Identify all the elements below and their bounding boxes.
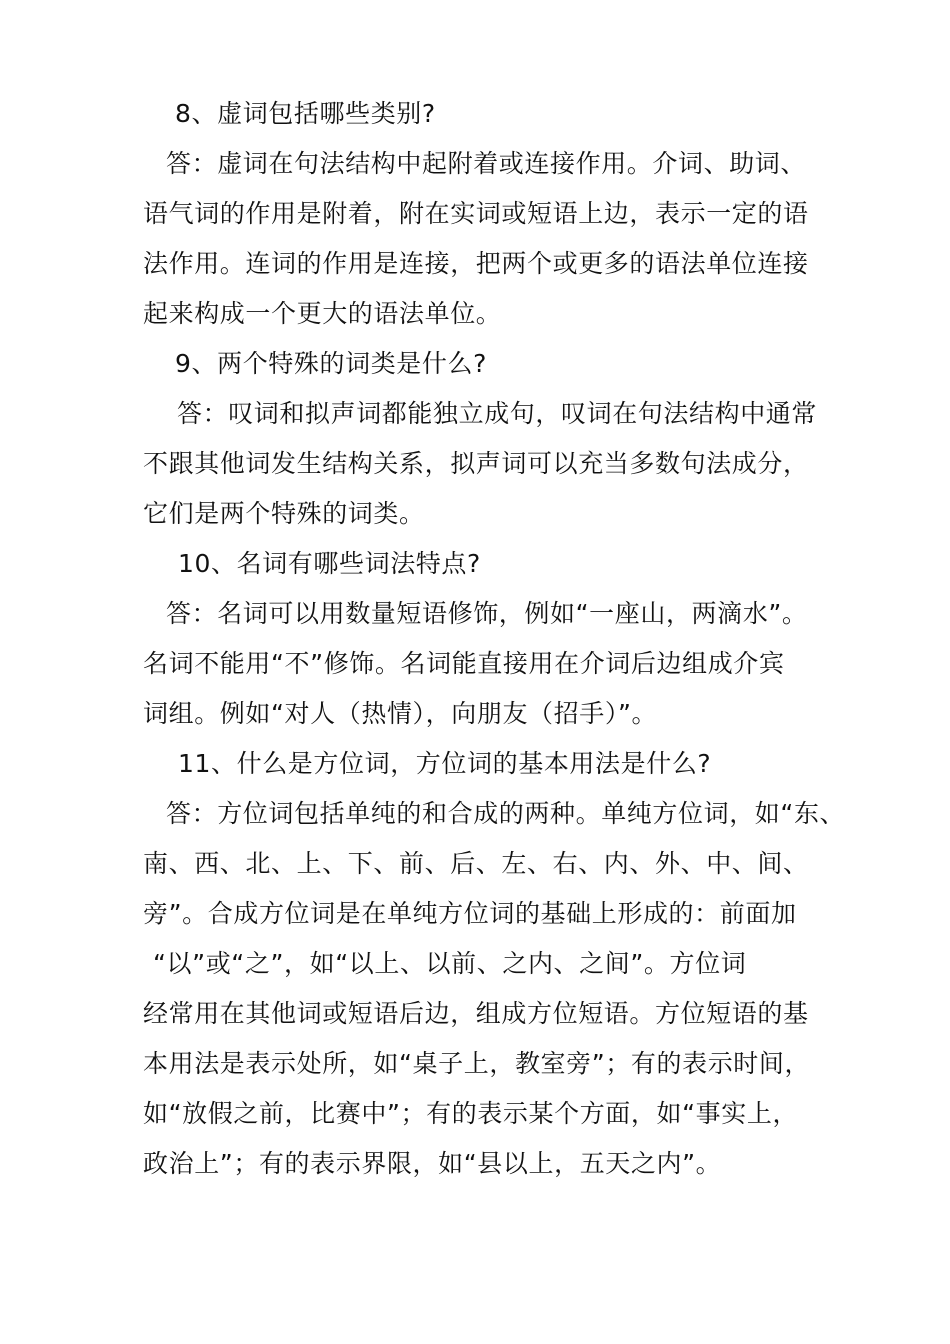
question-10: 10、名词有哪些词法特点? <box>178 549 481 578</box>
answer-9-line-3: 它们是两个特殊的词类。 <box>143 499 425 528</box>
answer-9-line-2: 不跟其他词发生结构关系，拟声词可以充当多数句法成分， <box>143 449 809 478</box>
answer-11-line-7: 如“放假之前，比赛中”；有的表示某个方面，如“事实上， <box>143 1099 799 1128</box>
question-11: 11、什么是方位词，方位词的基本用法是什么? <box>178 749 712 778</box>
answer-11-line-5: 经常用在其他词或短语后边，组成方位短语。方位短语的基 <box>143 999 809 1028</box>
answer-11-line-2: 南、西、北、上、下、前、后、左、右、内、外、中、间、 <box>143 849 809 878</box>
answer-11-line-8: 政治上”；有的表示界限，如“县以上，五天之内”。 <box>143 1149 722 1178</box>
answer-11-line-1: 答：方位词包括单纯的和合成的两种。单纯方位词，如“东、 <box>166 799 846 828</box>
answer-10-line-3: 词组。例如“对人（热情），向朋友（招手）”。 <box>143 699 658 728</box>
answer-8-line-2: 语气词的作用是附着，附在实词或短语上边，表示一定的语 <box>143 199 809 228</box>
answer-9-line-1: 答：叹词和拟声词都能独立成句，叹词在句法结构中通常 <box>177 399 818 428</box>
answer-11-line-6: 本用法是表示处所，如“桌子上，教室旁”；有的表示时间， <box>143 1049 811 1078</box>
answer-8-line-3: 法作用。连词的作用是连接，把两个或更多的语法单位连接 <box>143 249 809 278</box>
answer-11-line-4: “以”或“之”，如“以上、以前、之内、之间”。方位词 <box>153 949 747 978</box>
answer-11-line-3: 旁”。合成方位词是在单纯方位词的基础上形成的：前面加 <box>143 899 797 928</box>
question-9: 9、两个特殊的词类是什么? <box>175 349 487 378</box>
answer-8-line-1: 答：虚词在句法结构中起附着或连接作用。介词、助词、 <box>166 149 807 178</box>
answer-8-line-4: 起来构成一个更大的语法单位。 <box>143 299 502 328</box>
answer-10-line-1: 答：名词可以用数量短语修饰，例如“一座山，两滴水”。 <box>166 599 808 628</box>
question-8: 8、虚词包括哪些类别? <box>175 99 436 128</box>
answer-10-line-2: 名词不能用“不”修饰。名词能直接用在介词后边组成介宾 <box>143 649 785 678</box>
